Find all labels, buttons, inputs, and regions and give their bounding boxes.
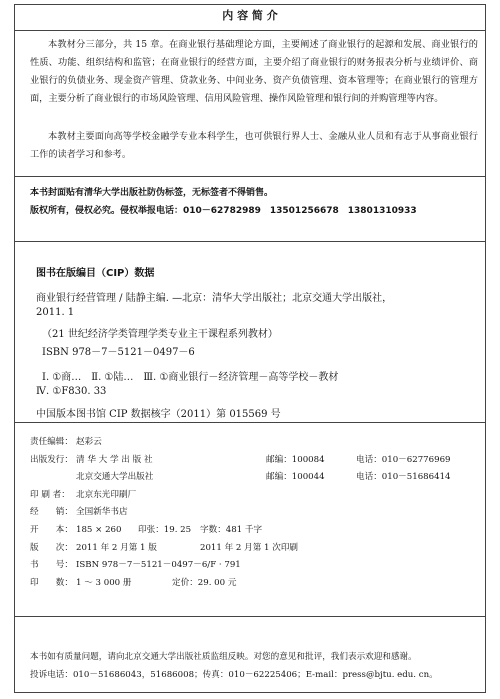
summary-title: 内 容 简 介 <box>222 9 278 22</box>
imprint-book-number: 书 号： ISBN 978－7－5121－0497－6/F · 791 <box>30 560 241 571</box>
copyright-notice: 版权所有，侵权必究。侵权举报电话：010－62782989 13501256678 13801310933 <box>30 206 417 216</box>
cip-record-number: 中国版本图书馆 CIP 数据核字（2011）第 015569 号 <box>36 409 281 420</box>
cip-heading: 图书在版编目（CIP）数据 <box>36 268 155 279</box>
imprint-printer: 印 刷 者： 北京东光印刷厂 <box>30 489 137 500</box>
cip-classification: Ⅳ. ①F830. 33 <box>36 386 107 397</box>
cip-line-2: 2011. 1 <box>36 307 75 318</box>
cip-line-1: 商业银行经营管理 / 陆静主编. —北京：清华大学出版社；北京交通大学出版社， <box>36 293 393 304</box>
notices-divider <box>14 241 486 242</box>
imprint-copies: 印 数： 1 ～ 3 000 册 定价：29. 00 元 <box>30 577 237 588</box>
summary-divider <box>14 176 486 177</box>
title-divider <box>14 30 486 31</box>
footer-quality-notice: 本书如有质量问题，请向北京交通大学出版社质监组反映。对您的意见和批评，我们表示欢迎和感谢。 <box>30 652 417 662</box>
imprint-edition: 版 次： 2011 年 2 月第 1 版 2011 年 2 月第 1 次印刷 <box>30 542 299 553</box>
cip-series: （21 世纪经济学类管理学类专业主干课程系列教材） <box>42 329 278 340</box>
footer <box>30 648 480 684</box>
summary-paragraph-1: 本教材分三部分，共 15 章。在商业银行基础理论方面，主要阐述了商业银行的起源和发展、商业银行的性质、功能、组织结构和监管；在商业银行的经营方面，主要介绍了商业银行的财务报表分析与业绩评价、商业银行的负债业务、现金资产管理、贷款业务、中间业务、资产负债管理、资本管理等；在商业银行的管理方面，主要分析了商业银行的市场风险管理、信用风险管理、操作风险管理和银行间的并购管理等内容。 <box>30 39 478 104</box>
cip-divider <box>14 422 486 423</box>
imprint-editor: 责任编辑： 赵彩云 <box>30 437 102 447</box>
cip-isbn: ISBN 978－7－5121－0497－6 <box>42 347 195 358</box>
imprint <box>30 434 480 592</box>
imprint-divider <box>14 616 486 617</box>
imprint-format: 开 本： 185 × 260 印张：19. 25 字数：481 千字 <box>30 524 263 535</box>
imprint-publisher-2: 北京交通大学出版社 邮编：100044 电话：010－51686414 <box>76 472 451 483</box>
imprint-distributor: 经 销： 全国新华书店 <box>30 507 128 518</box>
footer-contact: 投诉电话：010－51686043，51686008；传真：010－62225406；E-mail：press@bjtu. edu. cn。 <box>30 670 438 680</box>
summary-paragraph-2: 本教材主要面向高等学校金融学专业本科学生，也可供银行界人士、金融从业人员和有志于从事商业银行工作的读者学习和参考。 <box>30 131 478 160</box>
cip-subjects: Ⅰ. ①商… Ⅱ. ①陆… Ⅲ. ①商业银行－经济管理－高等学校－教材 <box>42 372 339 383</box>
anti-counterfeit-notice: 本书封面贴有清华大学出版社防伪标签，无标签者不得销售。 <box>30 188 274 198</box>
notices <box>30 184 478 220</box>
imprint-publisher-1: 出版发行： 清 华 大 学 出 版 社 邮编：100084 电话：010－62776969 <box>30 454 451 465</box>
